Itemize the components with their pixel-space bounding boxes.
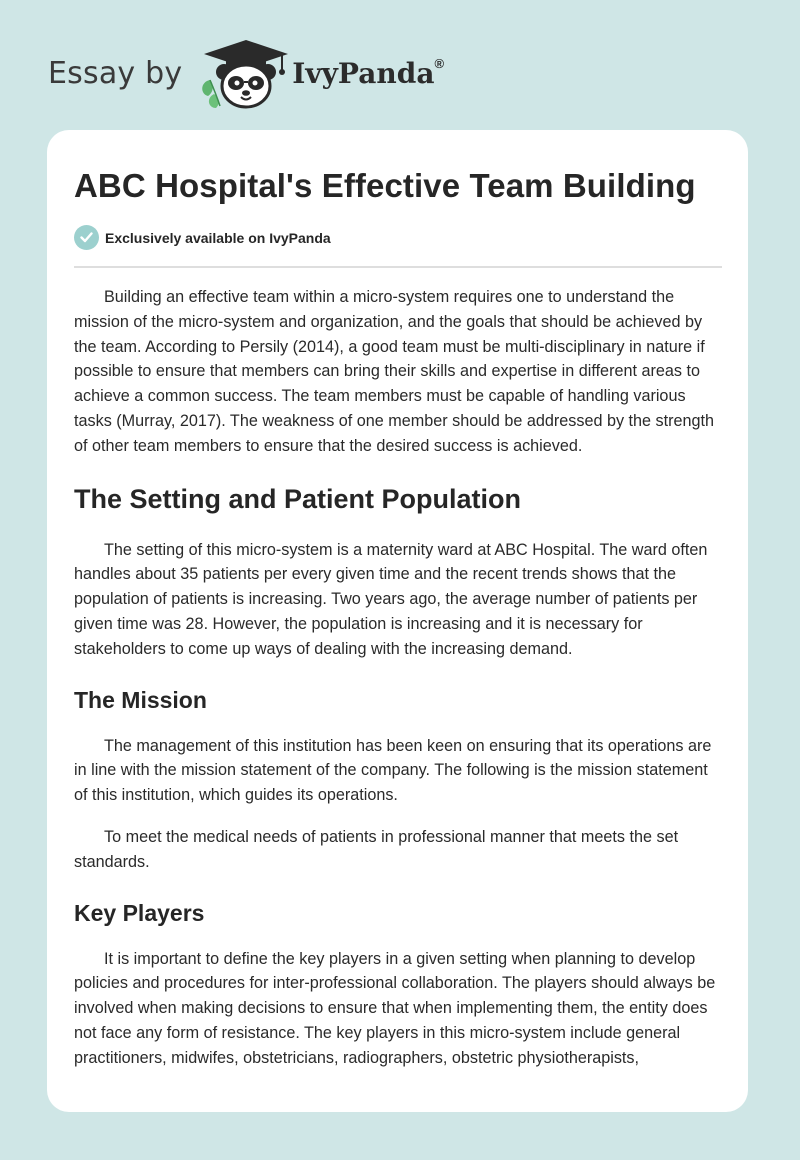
section-heading-setting: The Setting and Patient Population [74, 483, 522, 514]
site-header [48, 36, 444, 110]
check-circle-icon [74, 225, 99, 250]
paragraph-setting: The setting of this micro-system is a maternity ward at ABC Hospital. The ward often handles about 35 patients per every given time and the recent trends shows that the population of patients is increasing. Two years ago, the average number of patients per given time was 28. However, the population is increasing and it is necessary for stakeholders to come up ways of dealing with the increasing demand. [74, 540, 708, 658]
paragraph-mission: The management of this institution has been keen on ensuring that its operations are in line with the mission statement of the company. The following is the mission statement of this institution, which guides its operations. [74, 736, 712, 805]
paragraph-key-players: It is important to define the key players in a given setting when planning to develop policies and procedures for inter-professional collaboration. The players should always be involved when making decisions to ensure that when implementing them, the entity does not face any form of resistance. The key players in this micro-system include general practitioners, midwifes, obstetricians, radiographers, obstetric physiotherapists, [74, 949, 716, 1067]
section-heading-mission: The Mission [74, 686, 207, 713]
brand-name[interactable]: IvyPanda® [292, 56, 445, 90]
panda-graduate-icon[interactable] [196, 36, 288, 110]
section-heading-key-players: Key Players [74, 899, 205, 926]
essay-title: ABC Hospital's Effective Team Building [74, 167, 696, 204]
exclusive-label: Exclusively available on IvyPanda [105, 229, 331, 246]
essay-card [47, 130, 748, 1112]
intro-paragraph: Building an effective team within a micro-system requires one to understand the mission of the micro-system and organization, and the goals that should be achieved by the team. According to Persily (2014), a good team must be multi-disciplinary in nature if possible to ensure that members can bring their skills and expertise in different areas to achieve a common success. The team members must be capable of handling various tasks (Murray, 2017). The weakness of one member should be addressed by the strength of other team members to ensure that the desired success is achieved. [74, 288, 715, 455]
paragraph-mission-statement: To meet the medical needs of patients in professional manner that meets the set standards. [74, 827, 679, 871]
registered-mark: ® [434, 56, 445, 72]
exclusive-badge [74, 225, 722, 268]
essay-by-label: Essay by [48, 55, 183, 91]
